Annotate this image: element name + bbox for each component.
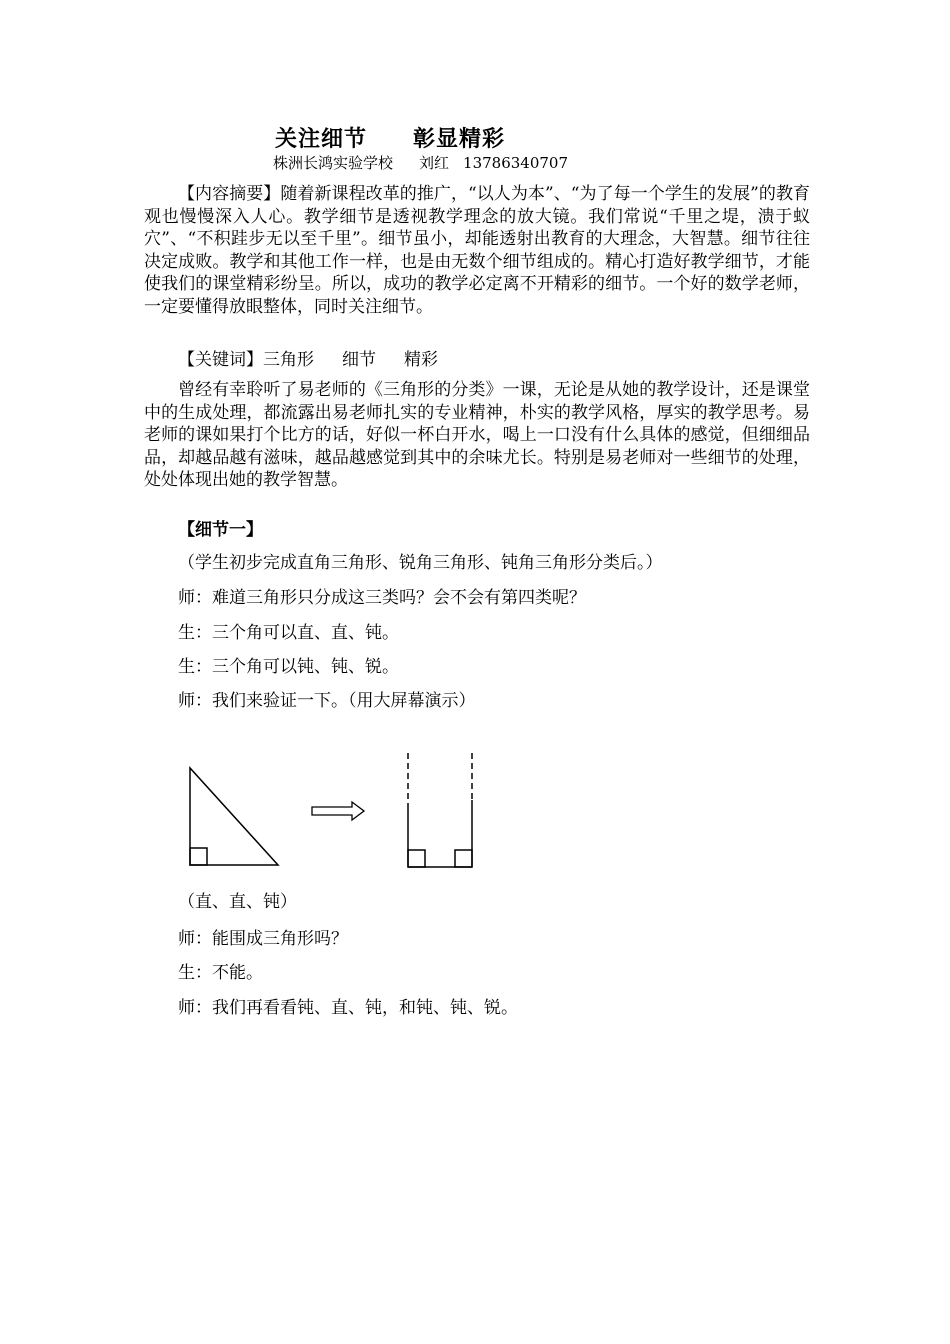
- figure-caption: （直、直、钝）: [178, 892, 297, 912]
- keyword-item: 三角形: [263, 350, 314, 370]
- keywords-label: 【关键词】: [178, 350, 263, 370]
- dialogue-line: 生：不能。: [178, 963, 263, 983]
- dialogue-line: 生：三个角可以直、直、钝。: [178, 623, 399, 643]
- author-name: 刘红: [419, 154, 450, 172]
- page-title: [275, 122, 505, 153]
- author-school: 株洲长鸿实验学校: [273, 154, 394, 172]
- dialogue-line: 师：难道三角形只分成这三类吗？会不会有第四类呢？: [178, 588, 586, 608]
- section-heading: 【细节一】: [178, 520, 263, 540]
- right-angle-mark: [190, 848, 207, 865]
- dialogue-line: （学生初步完成直角三角形、锐角三角形、钝角三角形分类后。）: [178, 553, 663, 573]
- keywords-line: [178, 345, 438, 370]
- keyword-item: 细节: [342, 350, 376, 370]
- right-angle-mark-right: [455, 850, 472, 867]
- right-angle-mark-left: [408, 850, 425, 867]
- keyword-item: 精彩: [404, 350, 438, 370]
- author-line: [273, 152, 568, 173]
- triangle-demo-figure: [180, 748, 500, 873]
- author-phone: 13786340707: [463, 154, 569, 172]
- abstract-paragraph: 【内容摘要】随着新课程改革的推广，“以人为本”、“为了每一个学生的发展”的教育观也慢慢深入人心。教学细节是透视教学理念的放大镜。我们常说“千里之堤，溃于蚁穴”、“不积跬步无以至千里”。细节虽小，却能透射出教育的大理念，大智慧。细节往往决定成败。教学和其他工作一样，也是由无数个细节组成的。精心打造好教学细节，才能使我们的课堂精彩纷呈。所以，成功的教学必定离不开精彩的细节。一个好的数学老师，一定要懂得放眼整体，同时关注细节。: [144, 184, 810, 317]
- title-part-1: 关注细节: [275, 126, 368, 152]
- dialogue-line: 师：能围成三角形吗？: [178, 929, 348, 949]
- dialogue-line: 师：我们再看看钝、直、钝，和钝、钝、锐。: [178, 998, 518, 1018]
- right-triangle-shape: [190, 768, 278, 865]
- title-part-2: 彰显精彩: [413, 126, 506, 152]
- intro-paragraph: 曾经有幸聆听了易老师的《三角形的分类》一课，无论是从她的教学设计，还是课堂中的生成处理，都流露出易老师扎实的专业精神，朴实的教学风格，厚实的教学思考。易老师的课如果打个比方的话，好似一杯白开水，喝上一口没有什么具体的感觉，但细细品品，却越品越有滋味，越品越感觉到其中的余味尤长。特别是易老师对一些细节的处理，处处体现出她的教学智慧。: [144, 380, 810, 490]
- dialogue-line: 师：我们来验证一下。（用大屏幕演示）: [178, 691, 476, 711]
- arrow-icon: [312, 802, 364, 820]
- dialogue-line: 生：三个角可以钝、钝、锐。: [178, 657, 399, 677]
